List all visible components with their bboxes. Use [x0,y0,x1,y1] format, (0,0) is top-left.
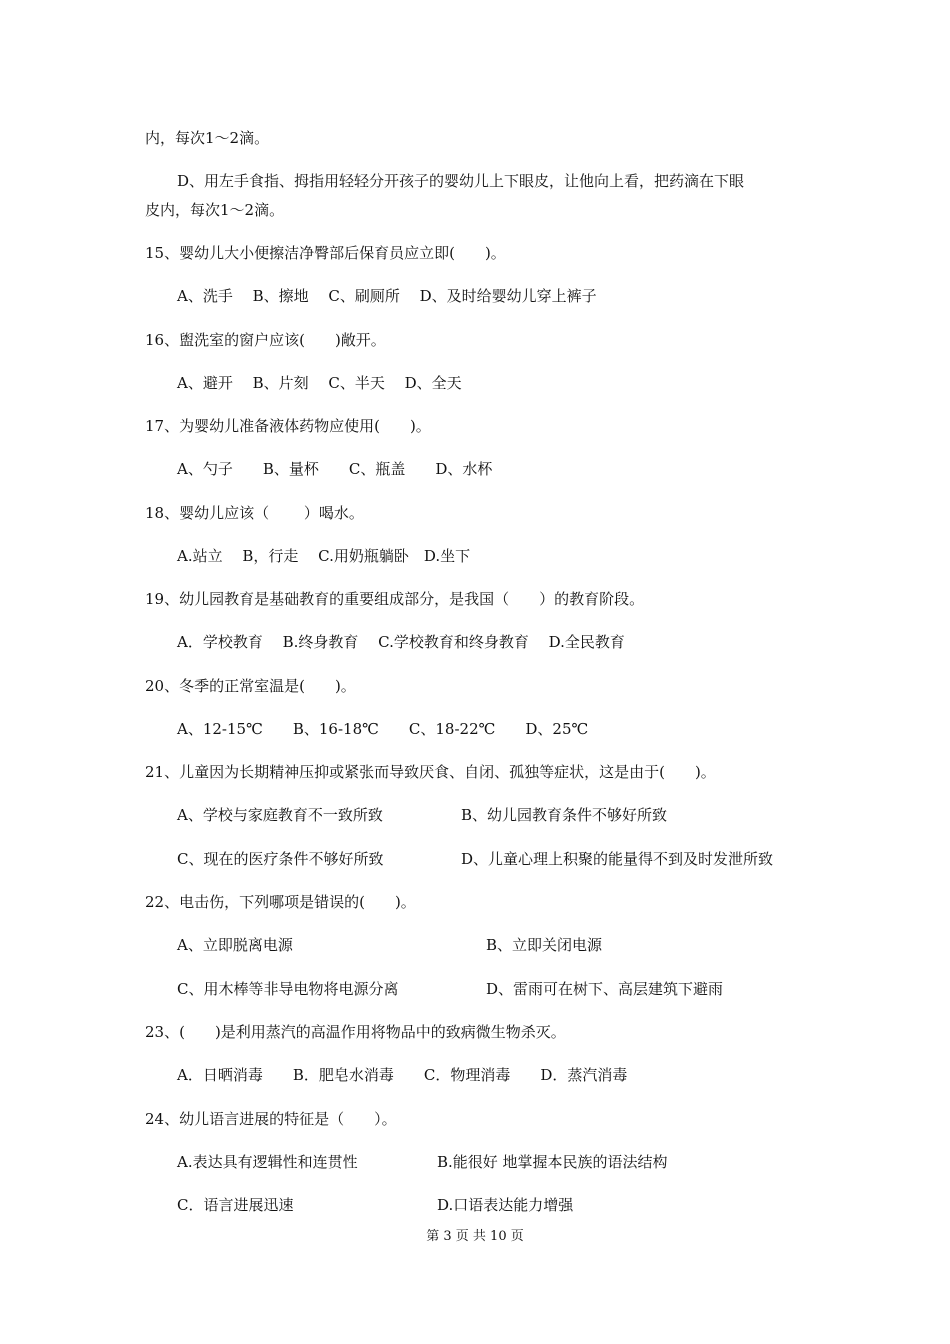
question-22-option-b: B、立即关闭电源 [486,936,603,954]
option-d-line-continued: 皮内，每次1～2滴。 [145,201,285,219]
question-22-option-c: C、用木棒等非导电物将电源分离 [177,980,399,998]
text-line: 内，每次1～2滴。 [145,129,270,147]
question-24-option-c: C．语言进展迅速 [177,1196,294,1214]
question-21-option-c: C、现在的医疗条件不够好所致 [177,850,384,868]
question-21-option-d: D、儿童心理上积聚的能量得不到及时发泄所致 [461,850,774,868]
question-24-option-b: B.能很好 地掌握本民族的语法结构 [437,1153,668,1171]
question-23-options: A．日晒消毒 B．肥皂水消毒 C．物理消毒 D．蒸汽消毒 [177,1066,628,1084]
question-19-options: A．学校教育 B.终身教育 C.学校教育和终身教育 D.全民教育 [177,633,625,651]
question-21-option-a: A、学校与家庭教育不一致所致 [177,806,383,824]
question-21: 21、儿童因为长期精神压抑或紧张而导致厌食、自闭、孤独等症状，这是由于( )。 [145,763,716,781]
question-17-options: A、勺子 B、量杯 C、瓶盖 D、水杯 [177,460,493,478]
question-24-option-a: A.表达具有逻辑性和连贯性 [177,1153,358,1171]
question-23: 23、( )是利用蒸汽的高温作用将物品中的致病微生物杀灭。 [145,1023,566,1041]
question-24: 24、幼儿语言进展的特征是（ ）。 [145,1110,397,1128]
question-16-options: A、避开 B、片刻 C、半天 D、全天 [177,374,462,392]
question-22-option-d: D、雷雨可在树下、高层建筑下避雨 [486,980,724,998]
question-19: 19、幼儿园教育是基础教育的重要组成部分，是我国（ ）的教育阶段。 [145,590,645,608]
question-22-option-a: A、立即脱离电源 [177,936,293,954]
option-d-line: D、用左手食指、拇指用轻轻分开孩子的婴幼儿上下眼皮，让他向上看，把药滴在下眼 [177,172,745,190]
question-15: 15、婴幼儿大小便擦洁净臀部后保育员应立即( )。 [145,244,506,262]
page-footer: 第 3 页 共 10 页 [426,1229,524,1244]
question-22: 22、电击伤，下列哪项是错误的( )。 [145,893,416,911]
question-18: 18、婴幼儿应该（ ）喝水。 [145,504,364,522]
question-17: 17、为婴幼儿准备液体药物应使用( )。 [145,417,431,435]
question-16: 16、盥洗室的窗户应该( )敞开。 [145,331,386,349]
question-24-option-d: D.口语表达能力增强 [437,1196,574,1214]
question-21-option-b: B、幼儿园教育条件不够好所致 [461,806,668,824]
question-20-options: A、12-15℃ B、16-18℃ C、18-22℃ D、25℃ [177,720,589,738]
question-18-options: A.站立 B，行走 C.用奶瓶躺卧 D.坐下 [177,547,471,565]
question-15-options: A、洗手 B、擦地 C、刷厕所 D、及时给婴幼儿穿上裤子 [177,287,597,305]
question-20: 20、冬季的正常室温是( )。 [145,677,356,695]
